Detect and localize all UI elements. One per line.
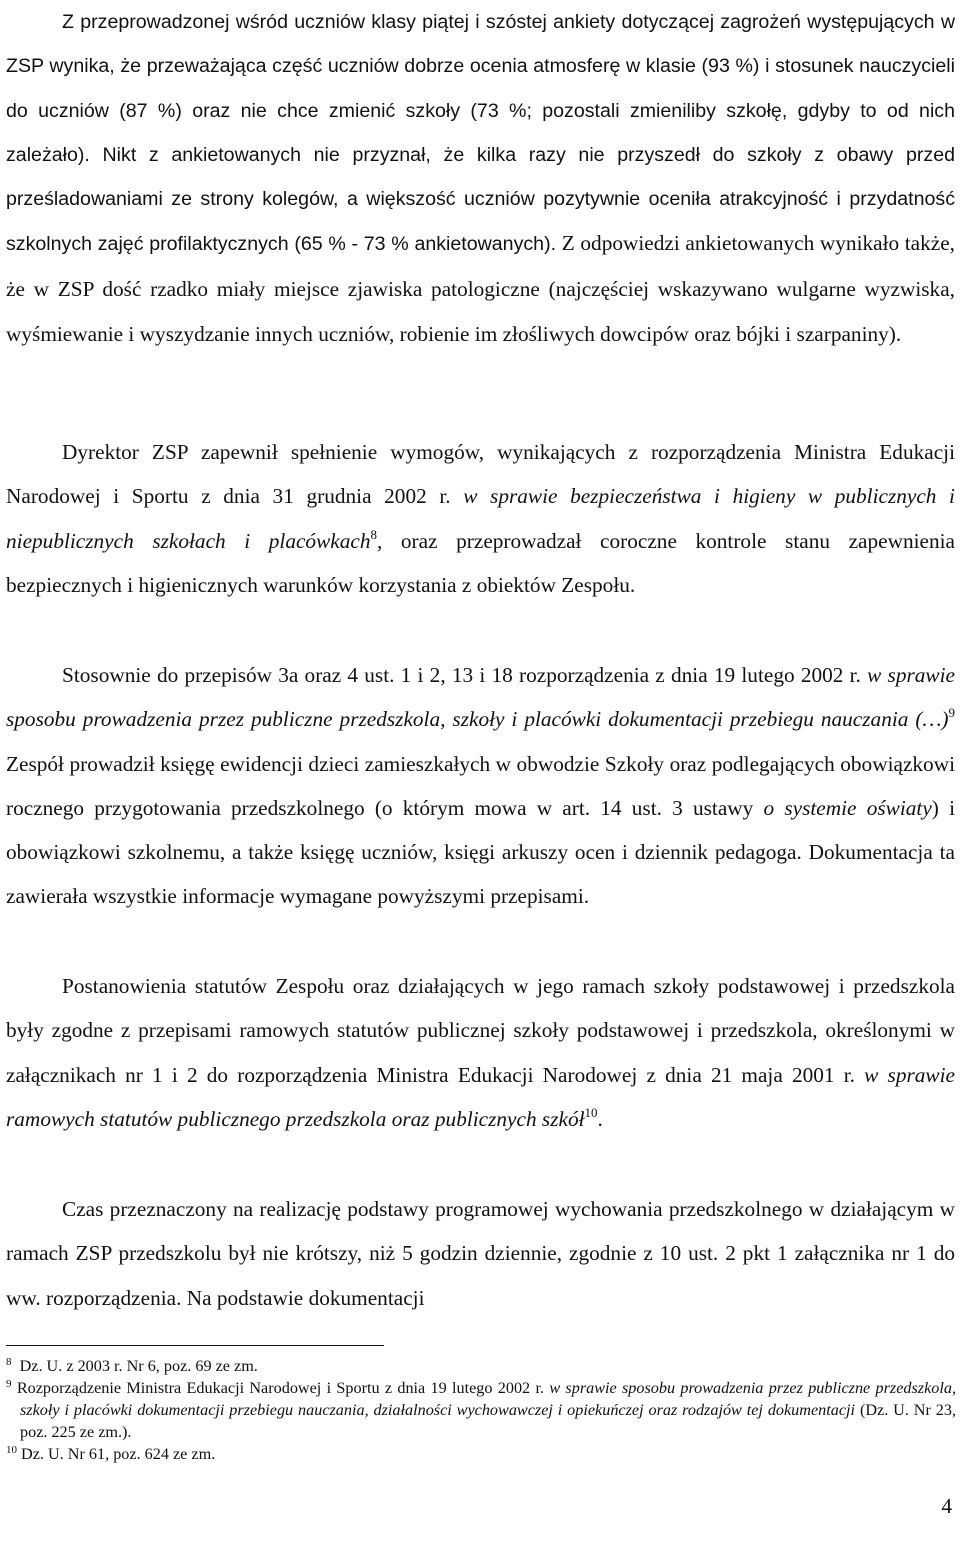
act-title: o systemie oświaty	[763, 795, 932, 820]
survey-text-continued: Z odpowiedzi ankietowanych wynikało także, że w ZSP dość rzadko miały miejsce zjawiska patologiczne (najczęściej wskazywano wulgarne wyzwiska, wyśmiewanie i wyszydzanie innych uczniów, robienie im złośliwych dowcipów oraz bójki i szarpaniny).	[6, 231, 956, 347]
regulation-title: w sprawie bezpieczeństwa i higieny w publicznych i niepublicznych szkołach i placówkach	[6, 484, 955, 553]
footnote-number: 10	[6, 1443, 17, 1456]
documentation-text-end: ) i obowiązkowi szkolnemu, a także księgę uczniów, księgi arkuszy ocen i dziennik pedagoga. Dokumentacja ta zawierała wszystkie informacje wymagane powyższymi przepisami.	[6, 795, 955, 909]
footnote-ref-8: 8	[370, 526, 377, 542]
documentation-text: Stosownie do przepisów 3a oraz 4 ust. 1 i 2, 13 i 18 rozporządzenia z dnia 19 lutego 2002 r.	[62, 663, 861, 687]
footnote-ref-9: 9	[948, 705, 955, 721]
paragraph-documentation	[6, 653, 955, 919]
footnote-9	[6, 1378, 956, 1443]
regulation-text: Dyrektor ZSP zapewnił spełnienie wymogów, wynikających z rozporządzenia Ministra Edukacji Narodowej i Sportu z dnia 31 grudnia 2002 r.	[6, 440, 955, 509]
footnote-text: Dz. U. z 2003 r. Nr 6, poz. 69 ze zm.	[19, 1357, 258, 1375]
statutes-text: Postanowienia statutów Zespołu oraz działających w jego ramach szkoły podstawowej i przedszkola były zgodne z przepisami ramowych statutów publicznej szkoły podstawowej i przedszkola, określonymi w załącznikach nr 1 i 2 do rozporządzenia Ministra Edukacji Narodowej z dnia 21 maja 2001 r.	[6, 974, 955, 1087]
footnote-text: Rozporządzenie Ministra Edukacji Narodowej i Sportu z dnia 19 lutego 2002 r.	[16, 1379, 545, 1397]
footnote-text-end: (Dz. U. Nr 23, poz. 225 ze zm.).	[20, 1400, 956, 1441]
footnote-ref-10: 10	[584, 1104, 598, 1120]
footnote-text: Dz. U. Nr 61, poz. 624 ze zm.	[21, 1445, 216, 1463]
paragraph-survey	[6, 0, 955, 357]
survey-text: Z przeprowadzonej wśród uczniów klasy piątej i szóstej ankiety dotyczącej zagrożeń występujących w ZSP wynika, że przeważająca część uczniów dobrze ocenia atmosferę w klasie (93 %) i stosunek nauczycieli do uczniów (87 %) oraz nie chce zmienić szkoły (73 %; pozostali zmieniliby szkołę, gdyby to od nich zależało). Nikt z ankietowanych nie przyznał, że kilka razy nie przyszedł do szkoły z obawy przed prześladowaniami ze strony kolegów, a większość uczniów pozytywnie oceniła atrakcyjność i przydatność szkolnych zajęć profilaktycznych (65 % - 73 % ankietowanych).	[6, 11, 955, 256]
page-number: 4	[941, 1494, 952, 1518]
statutes-text-end: .	[597, 1106, 603, 1131]
footnote-number: 8	[6, 1355, 12, 1368]
documentation-regulation-title: w sprawie sposobu prowadzenia przez publiczne przedszkola, szkoły i placówki dokumentacji przebiegu nauczania (…)	[6, 663, 955, 732]
footnote-8	[6, 1356, 956, 1378]
paragraph-statutes	[6, 964, 955, 1141]
statutes-regulation-title: w sprawie ramowych statutów publicznego przedszkola oraz publicznych szkół	[6, 1062, 955, 1131]
footnote-regulation-title: w sprawie sposobu prowadzenia przez publiczne przedszkola, szkoły i placówki dokumentacji przebiegu nauczania, działalności wychowawczej i opiekuńczej oraz rodzajów tej dokumentacji	[20, 1379, 957, 1419]
footnote-number: 9	[6, 1377, 12, 1390]
regulation-text-continued: , oraz przeprowadzał coroczne kontrole stanu zapewnienia bezpiecznych i higienicznych warunków korzystania z obiektów Zespołu.	[6, 528, 955, 597]
paragraph-preschool-time	[6, 1187, 955, 1320]
documentation-text-continued: Zespół prowadził księgę ewidencji dzieci zamieszkałych w obwodzie Szkoły oraz podlegających obowiązkowi rocznego przygotowania przedszkolnego (o którym mowa w art. 14 ust. 3 ustawy	[6, 751, 955, 820]
paragraph-safety-regulation	[6, 430, 955, 607]
footnote-separator	[6, 1345, 384, 1346]
footnote-10	[6, 1444, 956, 1466]
preschool-time-text: Czas przeznaczony na realizację podstawy programowej wychowania przedszkolnego w działającym w ramach ZSP przedszkolu był nie krótszy, niż 5 godzin dziennie, zgodnie z 10 ust. 2 pkt 1 załącznika nr 1 do ww. rozporządzenia. Na podstawie dokumentacji	[6, 1197, 955, 1310]
